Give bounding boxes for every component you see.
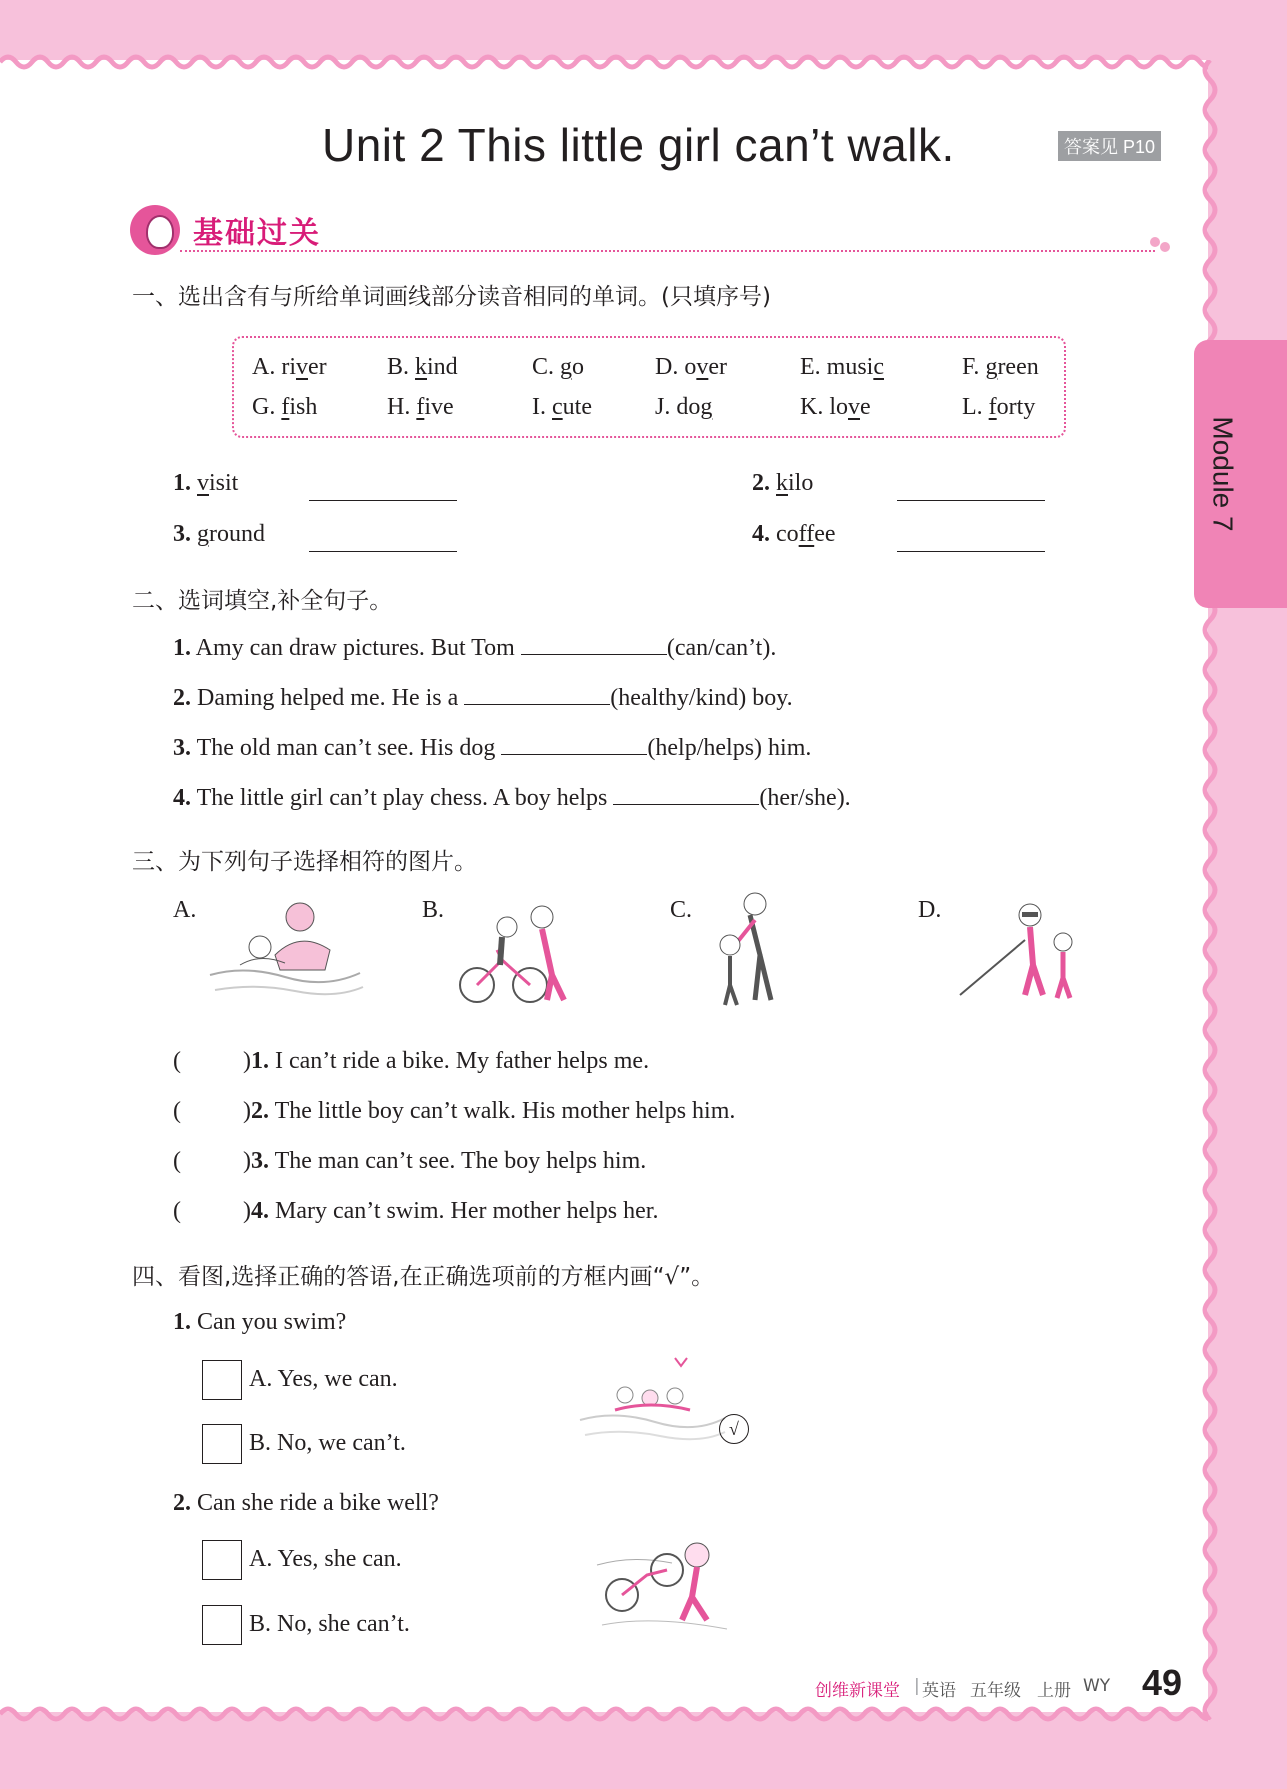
part4-question: 1. Can you swim? — [173, 1309, 347, 1335]
part3-item: ( )3. The man can’t see. The boy helps him. — [173, 1148, 647, 1174]
footer-subject: 英语 — [922, 1681, 956, 1701]
section-divider — [180, 250, 1155, 252]
answer-option: A. Yes, we can. — [249, 1366, 398, 1392]
section-badge-icon — [130, 205, 180, 255]
answer-option: A. Yes, she can. — [249, 1546, 402, 1572]
footer-edition: WY — [1083, 1676, 1111, 1696]
blind-man-illustration — [955, 900, 1090, 1005]
bottom-wave-border — [0, 1700, 1208, 1730]
answer-blank[interactable] — [464, 682, 610, 705]
word-option: H. five — [387, 394, 454, 420]
section-title: 基础过关 — [193, 216, 321, 251]
word-option: K. love — [800, 394, 871, 420]
answer-checkbox[interactable] — [202, 1605, 242, 1645]
word-option: C. go — [532, 354, 585, 380]
answer-blank[interactable] — [309, 529, 457, 552]
answer-blank[interactable] — [309, 478, 457, 501]
part2-item: 1. Amy can draw pictures. But Tom (can/can’t). — [173, 632, 776, 662]
part3-item: ( )4. Mary can’t swim. Her mother helps her. — [173, 1198, 659, 1224]
word-option: D. over — [655, 354, 727, 380]
footer-brand: 创维新课堂 — [815, 1681, 900, 1701]
answer-checkbox[interactable] — [202, 1540, 242, 1580]
word-option: A. river — [252, 354, 327, 380]
part4-question: 2. Can she ride a bike well? — [173, 1490, 439, 1516]
footer-volume: 上册 — [1037, 1681, 1071, 1701]
part2-heading: 二、选词填空,补全句子。 — [132, 588, 393, 614]
part1-question: 1. visit — [173, 470, 239, 496]
word-option: J. dog — [655, 394, 713, 420]
answer-checkbox[interactable] — [202, 1424, 242, 1464]
word-option: E. music — [800, 354, 884, 380]
answer-blank[interactable] — [613, 782, 759, 805]
footer-grade: 五年级 — [970, 1681, 1021, 1701]
swimming-illustration — [205, 895, 365, 1000]
part2-item: 2. Daming helped me. He is a (healthy/kind) boy. — [173, 682, 793, 712]
word-option: F. green — [962, 354, 1039, 380]
part1-question: 2. kilo — [752, 470, 814, 496]
girl-fallen-bike-illustration — [592, 1525, 737, 1635]
page-title: Unit 2 This little girl can’t walk. — [322, 119, 955, 171]
footer-separator: | — [914, 1676, 920, 1696]
divider-dots-icon — [1150, 237, 1174, 253]
page-number: 49 — [1142, 1662, 1183, 1703]
picture-label: A. — [173, 897, 197, 923]
word-option: G. fish — [252, 394, 318, 420]
part1-question: 4. coffee — [752, 521, 836, 547]
part2-item: 3. The old man can’t see. His dog (help/helps) him. — [173, 732, 811, 762]
answer-blank[interactable] — [501, 732, 647, 755]
picture-label: B. — [422, 897, 445, 923]
answer-option: B. No, she can’t. — [249, 1611, 410, 1637]
answer-blank[interactable] — [897, 529, 1045, 552]
bike-riding-illustration — [452, 905, 602, 1005]
module-tab-label: Module 7 — [1208, 416, 1239, 532]
part1-heading: 一、选出含有与所给单词画线部分读音相同的单词。(只填序号) — [132, 284, 771, 310]
answer-blank[interactable] — [897, 478, 1045, 501]
answer-reference-tag: 答案见 P10 — [1058, 131, 1161, 161]
top-wave-border — [0, 48, 1208, 78]
picture-label: C. — [670, 897, 693, 923]
word-option: B. kind — [387, 354, 458, 380]
word-option: L. forty — [962, 394, 1036, 420]
part3-item: ( )1. I can’t ride a bike. My father helps me. — [173, 1048, 650, 1074]
picture-label: D. — [918, 897, 942, 923]
answer-option: B. No, we can’t. — [249, 1430, 406, 1456]
answer-blank[interactable] — [521, 632, 667, 655]
right-wave-border — [1196, 60, 1226, 1720]
mother-helps-walk-illustration — [705, 890, 805, 1010]
word-option: I. cute — [532, 394, 592, 420]
part3-heading: 三、为下列句子选择相符的图片。 — [132, 849, 477, 875]
part3-item: ( )2. The little boy can’t walk. His mother helps him. — [173, 1098, 736, 1124]
part1-question: 3. ground — [173, 521, 265, 547]
answer-checkbox[interactable] — [202, 1360, 242, 1400]
part2-item: 4. The little girl can’t play chess. A boy helps (her/she). — [173, 782, 851, 812]
word-options-box — [232, 336, 1066, 438]
part4-heading: 四、看图,选择正确的答语,在正确选项前的方框内画“√”。 — [132, 1264, 715, 1290]
correct-mark-icon: √ — [719, 1414, 749, 1444]
